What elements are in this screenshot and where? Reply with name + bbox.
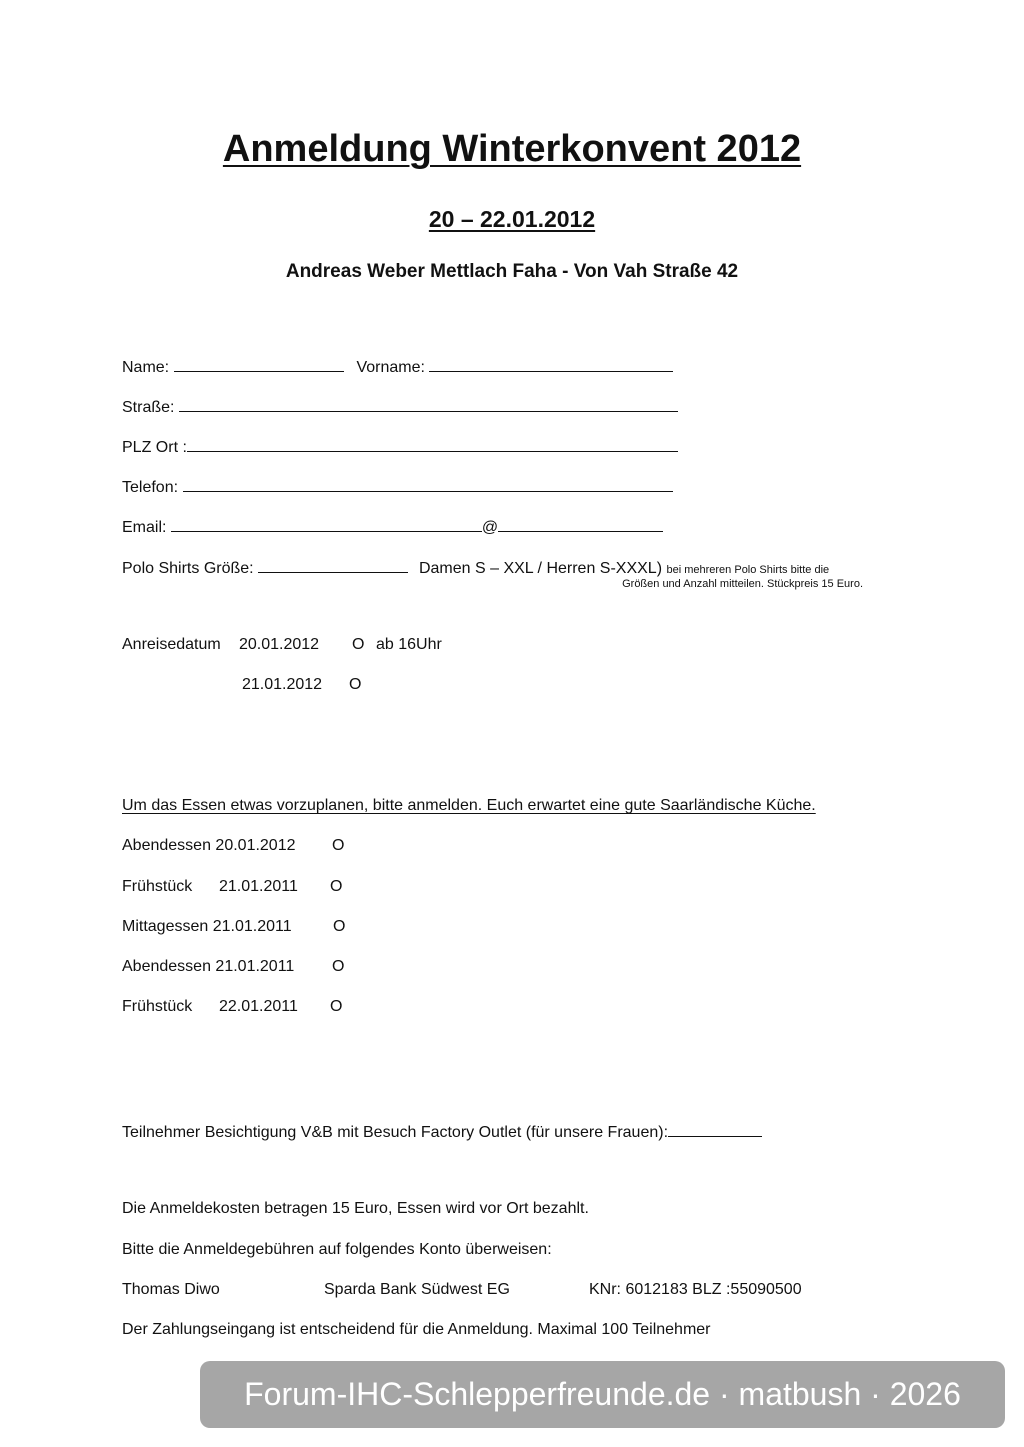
meal-date: 20.01.2012 [215,837,296,854]
meal-name: Frühstück [122,878,193,895]
meal-option[interactable]: O [332,837,345,854]
plz-field-line[interactable] [187,435,678,452]
email-local-line[interactable] [171,515,482,532]
strasse-field-line[interactable] [179,395,678,412]
email-label: Email: [122,519,167,536]
meal-row [122,837,296,855]
meal-date: 21.01.2011 [212,918,292,935]
closing-text: Der Zahlungseingang ist entscheidend für die Anmeldung. Maximal 100 Teilnehmer [122,1321,711,1338]
name-row [122,355,673,377]
transfer-text: Bitte die Anmeldegebühren auf folgendes Konto überweisen: [122,1241,552,1258]
telefon-label: Telefon: [122,479,179,496]
meal-option[interactable]: O [332,958,345,975]
plz-label: PLZ Ort : [122,439,187,456]
strasse-row [122,395,678,417]
meal-date: 21.01.2011 [215,958,295,975]
event-venue: Andreas Weber Mettlach Faha - Von Vah Straße 42 [285,261,739,282]
plz-row [122,435,678,457]
polo-note-2: Größen und Anzahl mitteilen. Stückpreis 15 Euro. [622,578,863,590]
arrival-date-1: 20.01.2012 [239,636,320,653]
meal-row [122,958,294,976]
email-row [122,515,663,537]
telefon-field-line[interactable] [183,475,673,492]
telefon-row [122,475,673,497]
meal-name: Mittagessen [122,918,209,935]
email-at-sign: @ [481,519,499,536]
event-date-range: 20 – 22.01.2012 [428,206,596,232]
arrival-time-1: ab 16Uhr [376,636,442,653]
document-title: Anmeldung Winterkonvent 2012 [222,128,802,170]
polo-label: Polo Shirts Größe: [122,560,254,577]
meal-name: Frühstück [122,998,193,1015]
account-info: KNr: 6012183 BLZ :55090500 [589,1281,802,1298]
cost-text: Die Anmeldekosten betragen 15 Euro, Essen wird vor Ort bezahlt. [122,1200,589,1217]
meal-name: Abendessen [122,837,211,854]
polo-row [122,556,829,578]
meal-option[interactable]: O [330,998,343,1015]
meal-date: 22.01.2011 [219,998,298,1015]
name-field-line[interactable] [174,355,344,372]
arrival-option-2[interactable]: O [349,676,362,693]
vorname-field-line[interactable] [429,355,673,372]
meal-row [122,918,292,936]
meal-date: 21.01.2011 [219,878,298,895]
name-label: Name: [122,359,170,376]
meal-name: Abendessen [122,958,211,975]
vorname-label: Vorname: [356,359,425,376]
polo-sizes: Damen S – XXL / Herren S-XXXL) [418,560,663,577]
watermark-banner: Forum-IHC-Schlepperfreunde.de · matbush · 2026 [200,1361,1005,1428]
meal-option[interactable]: O [330,878,343,895]
bank-name: Sparda Bank Südwest EG [324,1281,510,1298]
tour-text: Teilnehmer Besichtigung V&B mit Besuch Factory Outlet (für unsere Frauen): [122,1124,669,1141]
arrival-label: Anreisedatum [122,636,221,653]
tour-field-line[interactable] [668,1120,762,1137]
arrival-date-2: 21.01.2012 [242,676,323,693]
strasse-label: Straße: [122,399,175,416]
meals-heading: Um das Essen etwas vorzuplanen, bitte anmelden. Euch erwartet eine gute Saarländische Küche. [122,797,816,814]
account-holder: Thomas Diwo [122,1281,220,1298]
email-domain-line[interactable] [498,515,663,532]
polo-note-1: bei mehreren Polo Shirts bitte die [666,564,830,576]
arrival-option-1[interactable]: O [352,636,365,653]
tour-row [122,1120,762,1142]
polo-size-line[interactable] [258,556,408,573]
meal-option[interactable]: O [333,918,346,935]
